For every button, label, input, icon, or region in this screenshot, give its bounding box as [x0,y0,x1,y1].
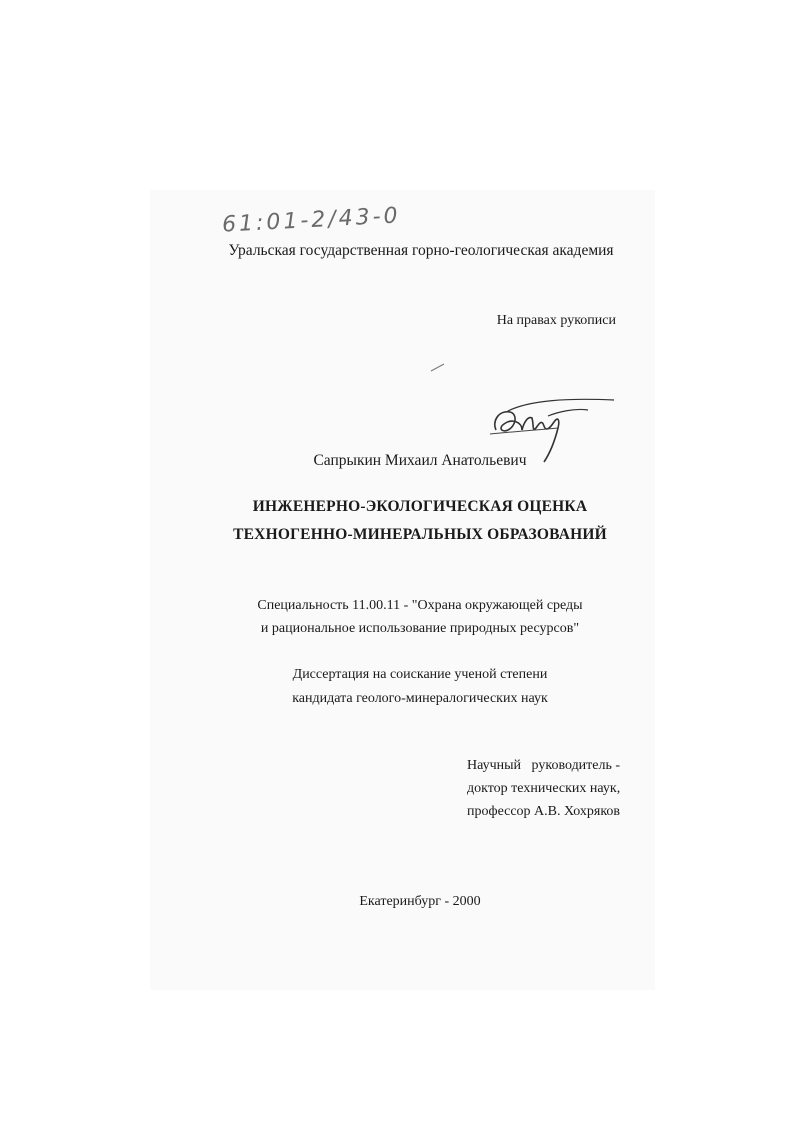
rights-note: На правах рукописи [496,313,616,328]
handwritten-accession-number: 61:01-2/43-0 [221,203,402,238]
dissertation-line-2: кандидата геолого-минералогических наук [292,691,548,706]
supervisor-line-3: профессор А.В. Хохряков [467,804,621,819]
supervisor-line-2: доктор технических наук, [467,781,621,796]
specialty-line-2: и рациональное использование природных ресурсов" [260,621,580,636]
thesis-title-line-1: ИНЖЕНЕРНО-ЭКОЛОГИЧЕСКАЯ ОЦЕНКА [252,498,588,515]
specialty-line-1: Специальность 11.00.11 - "Охрана окружающей среды [257,598,583,613]
city-and-year: Екатеринбург - 2000 [359,894,481,909]
thesis-title-line-2: ТЕХНОГЕННО-МИНЕРАЛЬНЫХ ОБРАЗОВАНИЙ [233,526,607,543]
dissertation-line-1: Диссертация на соискание ученой степени [292,667,548,682]
scanned-page-area [150,190,655,990]
supervisor-line-1: Научный руководитель - [467,758,621,773]
pen-mark [430,362,446,372]
institution-name: Уральская государственная горно-геологическая академия [228,242,614,259]
author-name: Сапрыкин Михаил Анатольевич [313,452,527,469]
